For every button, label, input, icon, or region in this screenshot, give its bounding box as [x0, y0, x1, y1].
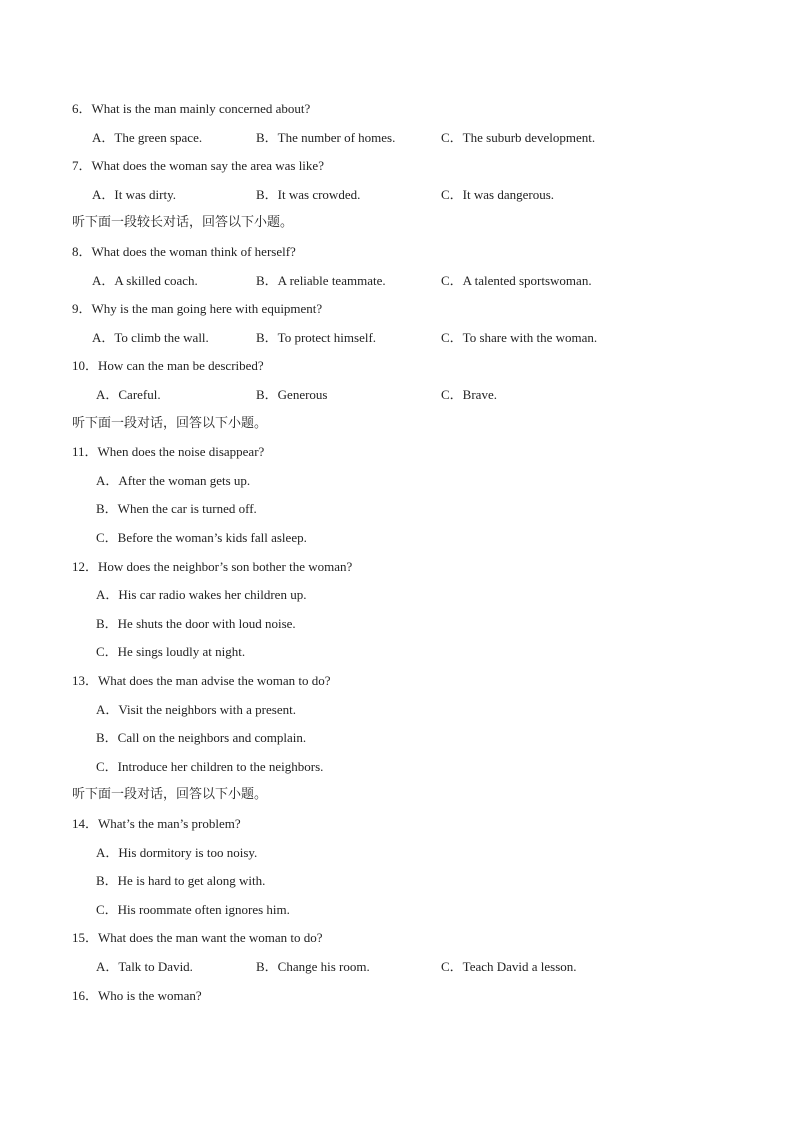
- answer-option: B．He shuts the door with loud noise.: [96, 616, 296, 631]
- answer-option: B．Change his room.: [256, 959, 370, 974]
- answer-option: C．The suburb development.: [441, 130, 596, 145]
- option-row: [0, 272, 794, 290]
- answer-option: A．Careful.: [96, 387, 161, 402]
- answer-option: A．His car radio wakes her children up.: [96, 587, 307, 602]
- option-row: [0, 329, 794, 347]
- question-text: 8．What does the woman think of herself?: [72, 244, 296, 259]
- question-text: 7．What does the woman say the area was like?: [72, 158, 324, 173]
- answer-option: A．His dormitory is too noisy.: [96, 845, 258, 860]
- question-text: 6．What is the man mainly concerned about?: [72, 101, 311, 116]
- option-row: [0, 186, 794, 204]
- question-text: 13．What does the man advise the woman to do?: [72, 673, 331, 688]
- question-text: 14．What’s the man’s problem?: [72, 816, 241, 831]
- answer-option: A．To climb the wall.: [92, 330, 209, 345]
- answer-option: C．He sings loudly at night.: [96, 644, 246, 659]
- answer-option: B．When the car is turned off.: [96, 501, 257, 516]
- question-text: 15．What does the man want the woman to do?: [72, 930, 323, 945]
- answer-option: B．A reliable teammate.: [256, 273, 386, 288]
- answer-option: B．Generous: [256, 387, 328, 402]
- question-text: 10．How can the man be described?: [72, 358, 264, 373]
- answer-option: B．The number of homes.: [256, 130, 396, 145]
- answer-option: B．He is hard to get along with.: [96, 873, 266, 888]
- option-row: [0, 129, 794, 147]
- question-text: 11．When does the noise disappear?: [72, 444, 265, 459]
- answer-option: A．It was dirty.: [92, 187, 177, 202]
- section-instruction: 听下面一段对话，回答以下小题。: [72, 416, 268, 431]
- question-text: 16．Who is the woman?: [72, 988, 202, 1003]
- section-instruction: 听下面一段对话，回答以下小题。: [72, 787, 268, 802]
- section-instruction: 听下面一段较长对话，回答以下小题。: [72, 215, 294, 230]
- answer-option: A．After the woman gets up.: [96, 473, 251, 488]
- answer-option: A．Talk to David.: [96, 959, 193, 974]
- answer-option: A．The green space.: [92, 130, 203, 145]
- answer-option: C．Before the woman’s kids fall asleep.: [96, 530, 307, 545]
- answer-option: C．His roommate often ignores him.: [96, 902, 290, 917]
- answer-option: A．A skilled coach.: [92, 273, 198, 288]
- answer-option: B．To protect himself.: [256, 330, 377, 345]
- answer-option: C．A talented sportswoman.: [441, 273, 592, 288]
- answer-option: C．To share with the woman.: [441, 330, 598, 345]
- question-text: 9．Why is the man going here with equipment?: [72, 301, 323, 316]
- answer-option: C．Introduce her children to the neighbors.: [96, 759, 324, 774]
- answer-option: A．Visit the neighbors with a present.: [96, 702, 296, 717]
- option-row: [0, 958, 794, 976]
- question-text: 12．How does the neighbor’s son bother the woman?: [72, 559, 353, 574]
- answer-option: B．It was crowded.: [256, 187, 361, 202]
- option-row: [0, 386, 794, 404]
- answer-option: C．Teach David a lesson.: [441, 959, 577, 974]
- answer-option: B．Call on the neighbors and complain.: [96, 730, 307, 745]
- answer-option: C．It was dangerous.: [441, 187, 555, 202]
- answer-option: C．Brave.: [441, 387, 497, 402]
